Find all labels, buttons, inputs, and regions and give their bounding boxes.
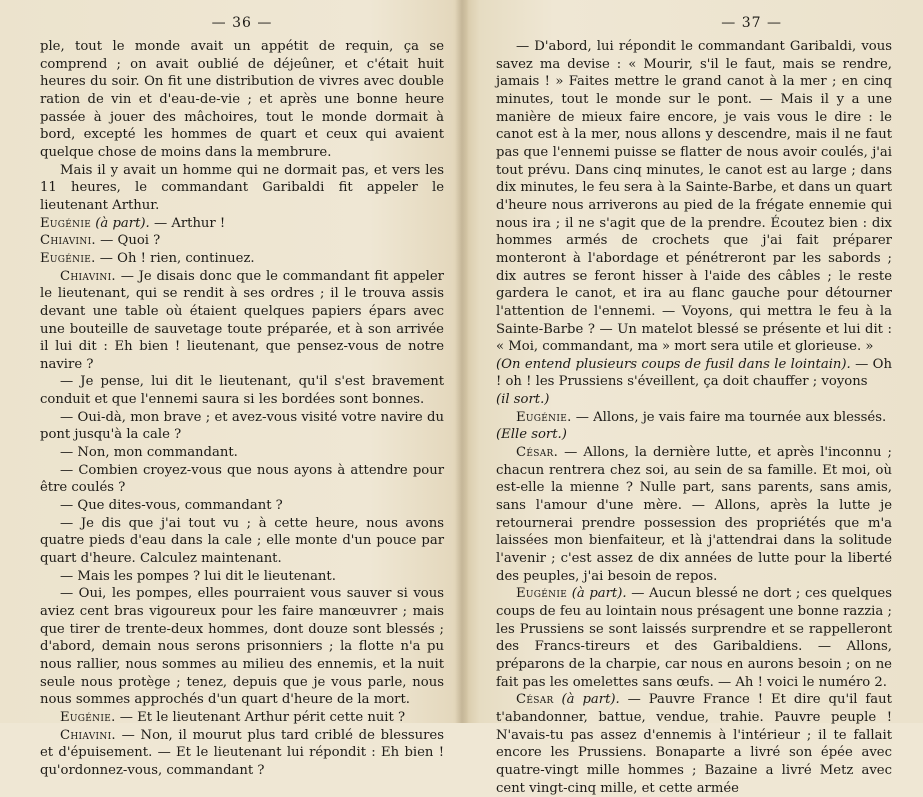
paragraph-text: Mais il y avait un homme qui ne dormait pas, et vers les 11 heures, le commandant Garibaldi fit appeler le lieutenant Arthur.: [40, 162, 444, 213]
paragraph: [40, 409, 444, 444]
paragraph: [40, 585, 444, 709]
paragraph: [40, 568, 444, 586]
paragraph: [40, 250, 444, 268]
stage-direction: (à part).: [95, 215, 150, 231]
paragraph: [40, 232, 444, 250]
paragraph: [40, 515, 444, 568]
paragraph-text: — Oh ! rien, continuez.: [99, 250, 255, 266]
speaker-name: Eugénie: [40, 215, 92, 231]
paragraph: [40, 462, 444, 497]
left-page-text: [40, 38, 444, 780]
left-page: [40, 14, 444, 778]
page-number-left: — 36 —: [211, 15, 273, 31]
paragraph: [496, 391, 892, 409]
paragraph: [40, 268, 444, 374]
paragraph: [496, 444, 892, 585]
paragraph-text: — Mais les pompes ? lui dit le lieutenant.: [60, 568, 336, 584]
paragraph-text: — Et le lieutenant Arthur périt cette nuit ?: [119, 709, 406, 725]
paragraph-text: — Oui-dà, mon brave ; et avez-vous visité votre navire du pont jusqu'à la cale ?: [40, 409, 444, 443]
paragraph-text: — Oh ! oh ! les Prussiens s'éveillent, ça doit chauffer ; voyons: [496, 356, 892, 390]
speaker-name: César.: [516, 445, 559, 461]
paragraph-text: — Que dites-vous, commandant ?: [60, 498, 283, 514]
paragraph-text: — Non, il mourut plus tard criblé de blessures et d'épuisement. — Et le lieutenant lui répondit : Eh bien ! qu'ordonnez-vous, commandant ?: [40, 727, 444, 778]
paragraph-text: ple, tout le monde avait un appétit de requin, ça se comprend ; on avait oublié de déjeûner, et c'était huit heures du soir. On fit une distribution de vivres avec double ration de vin et d'eau-de-vie ; et après une bonne heure passée à jouer des mâchoires, tout le monde dormait à bord, excepté les hommes de quart et ceux qui avaient quelque chose de moins dans la membrure.: [40, 39, 444, 160]
paragraph: [40, 497, 444, 515]
speaker-name: Chiavini.: [60, 727, 116, 743]
paragraph: [40, 38, 444, 162]
paragraph: [496, 356, 892, 391]
paragraph-text: — Allons, je vais faire ma tournée aux blessés.: [575, 409, 887, 425]
paragraph-text: — D'abord, lui répondit le commandant Garibaldi, vous savez ma devise : « Mourir, s'il le faut, mais se rendre, jamais ! » Faites mettre le grand canot à la mer ; en cinq minutes, tout le monde sur le pont. — Mais il y a une manière de mieux faire encore, je vais vous le dire : le canot est à la mer, nous allons y descendre, mais il ne faut pas que l'ennemi puisse se flatter de nous avoir coulés, j'ai tout prévu. Dans cinq minutes, le canot est au large ; dans dix minutes, le feu sera à la Sainte-Barbe, et dans un quart d'heure nous arriverons au pied de la frégate ennemie qui nous ira ; il ne s'agit que de la prendre. Écoutez bien : dix hommes armés de crochets que j'ai fait préparer monteront à l'abordage et pénétreront par les sabords ; dix autres se feront hisser à l'aide des câbles ; le reste gardera le canot, et ira au flanc gauche pour détourner l'attention de l'ennemi. — Voyons, qui mettra le feu à la Sainte-Barbe ? — Un matelot blessé se présente et lui dit : « Moi, commandant, ma » mort sera utile et glorieuse. »: [496, 39, 892, 355]
paragraph-text: — Quoi ?: [100, 233, 161, 249]
page-number-right: — 37 —: [721, 15, 782, 31]
paragraph-text: — Non, mon commandant.: [60, 445, 238, 461]
paragraph: [40, 373, 444, 408]
stage-direction: (il sort.): [496, 392, 550, 408]
speaker-name: Eugénie.: [40, 250, 96, 266]
book-gutter: [455, 0, 469, 723]
right-page-text: [496, 38, 892, 797]
paragraph-text: — Arthur !: [153, 215, 226, 231]
stage-direction: (Elle sort.): [496, 427, 567, 443]
stage-direction: (à part).: [571, 586, 627, 602]
paragraph-text: — Allons, la dernière lutte, et après l'inconnu ; chacun rentrera chez soi, au sein de sa famille. Et moi, où est-elle la mienne ? Nulle part, sans parents, sans amis, sans l'amour d'une mère. — Allons, après la lutte je retournerai prendre possession des propriétés que m'a laissées mon bienfaiteur, et là j'attendrai dans la solitude l'avenir ; c'est assez de dix années de lutte pour la liberté des peuples, j'ai besoin de repos.: [496, 445, 892, 584]
paragraph: [40, 215, 444, 233]
speaker-name: César: [516, 692, 554, 708]
paragraph-text: — Combien croyez-vous que nous ayons à attendre pour être coulés ?: [40, 462, 444, 496]
paragraph-text: — Aucun blessé ne dort ; ces quelques coups de feu au lointain nous présagent une bonne razzia ; les Prussiens se sont laissés surprendre et se rappelleront des Francs-tireurs et des Garibaldiens. — Allons, préparons de la charpie, car nous en aurons besoin ; on ne fait pas les omelettes sans œufs. — Ah ! voici le numéro 2.: [496, 586, 893, 690]
speaker-name: Eugénie: [516, 586, 568, 602]
speaker-name: Eugénie.: [60, 709, 116, 725]
speaker-name: Chiavini.: [40, 233, 96, 249]
paragraph: [40, 709, 444, 727]
paragraph-text: — Je pense, lui dit le lieutenant, qu'il s'est bravement conduit et que l'ennemi saura si les bordées sont bonnes.: [40, 374, 444, 408]
paragraph: [40, 727, 444, 780]
paragraph: [496, 409, 892, 427]
paragraph: [40, 162, 444, 215]
paragraph-text: — Oui, les pompes, elles pourraient vous sauver si vous aviez cent bras vigoureux pour les faire manœuvrer ; mais que tirer de trente-deux hommes, dont douze sont blessés ; d'abord, demain nous serons prisonniers ; la flotte n'a pu nous rallier, nous sommes au milieu des ennemis, et la nuit seule nous protège ; tenez, depuis que je vous parle, nous nous sommes approchés d'un quart d'heure de la mort.: [40, 586, 444, 708]
speaker-name: Chiavini.: [60, 268, 116, 284]
paragraph: [496, 691, 892, 797]
right-page: [496, 14, 893, 796]
paragraph: [496, 585, 892, 691]
paragraph-text: — Pauvre France ! Et dire qu'il faut t'abandonner, battue, vendue, trahie. Pauvre peuple ! N'avais-tu pas assez d'ennemis à l'intérieur ; il te fallait encore les Prussiens. Bonaparte a livré son épée avec quatre-vingt mille hommes ; Bazaine a livré Metz avec cent vingt-cinq mille, et cette armée: [496, 692, 892, 796]
paragraph: [496, 38, 892, 356]
paragraph: [496, 426, 892, 444]
speaker-name: Eugénie.: [516, 409, 572, 425]
stage-direction: (à part).: [561, 692, 620, 708]
stage-direction: (On entend plusieurs coups de fusil dans le lointain).: [496, 356, 851, 372]
paragraph: [40, 444, 444, 462]
paragraph-text: — Je disais donc que le commandant fit appeler le lieutenant, qui se rendit à ses ordres ; il le trouva assis devant une table où étaient quelques papiers épars avec une bouteille de sauvetage toute préparée, et à son arrivée il lui dit : Eh bien ! lieutenant, que pensez-vous de notre navire ?: [40, 268, 444, 372]
paragraph-text: — Je dis que j'ai tout vu ; à cette heure, nous avons quatre pieds d'eau dans la cale ; elle monte d'un pouce par quart d'heure. Calculez maintenant.: [40, 515, 444, 567]
